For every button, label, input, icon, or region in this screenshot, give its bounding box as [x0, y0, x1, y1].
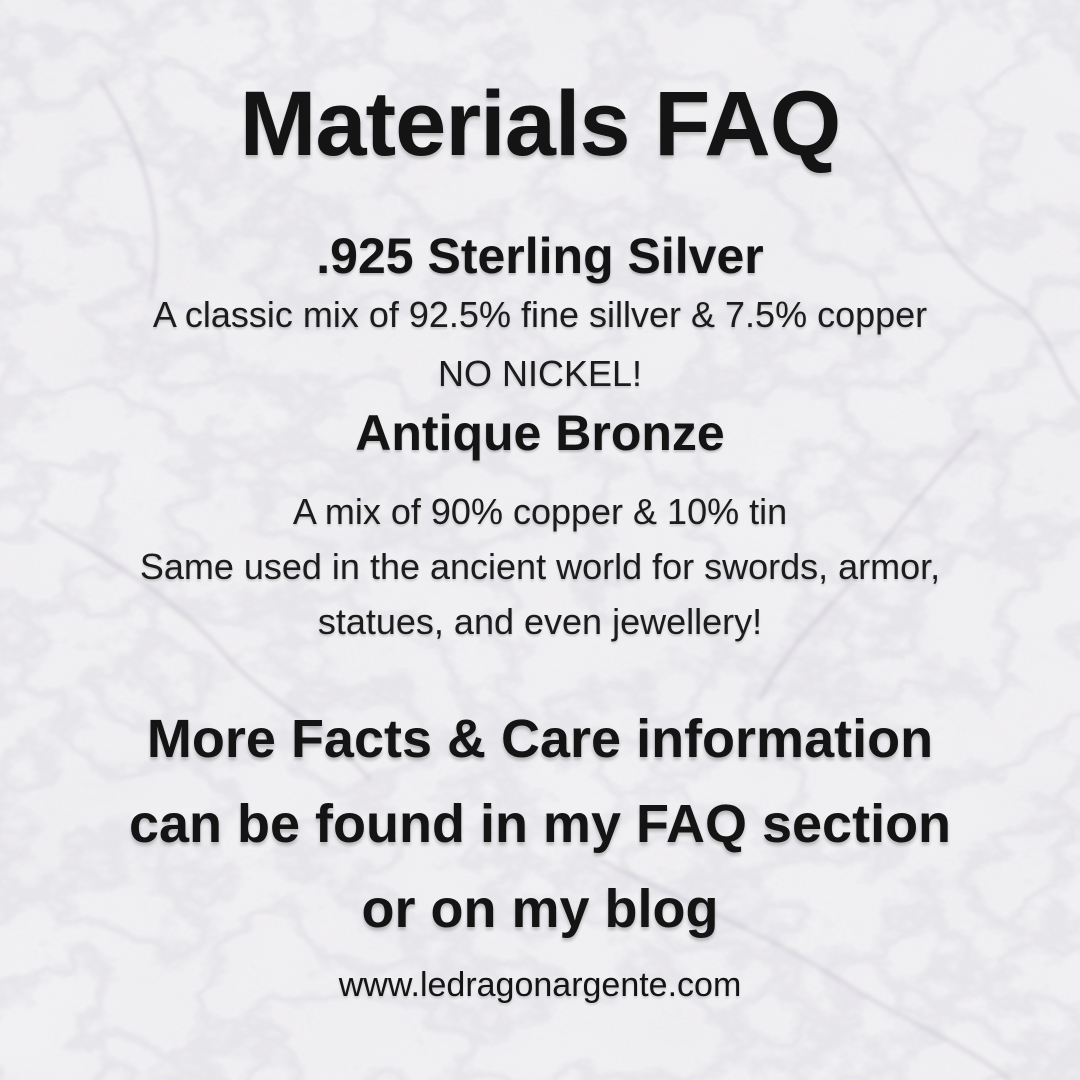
- no-nickel-note: NO NICKEL!: [437, 353, 643, 394]
- sterling-silver-composition: A classic mix of 92.5% fine sillver & 7.5% copper: [152, 294, 928, 335]
- bronze-history-line-2: statues, and even jewellery!: [317, 601, 763, 642]
- footer-info-line-2: can be found in my FAQ section: [128, 794, 952, 854]
- bronze-history-line-1: Same used in the ancient world for swords, armor,: [139, 546, 941, 587]
- footer-info-line-3: or on my blog: [361, 879, 719, 939]
- antique-bronze-heading: Antique Bronze: [355, 405, 725, 461]
- footer-info-line-1: More Facts & Care information: [146, 709, 934, 769]
- website-url: www.ledragonargente.com: [338, 966, 742, 1004]
- bronze-composition: A mix of 90% copper & 10% tin: [292, 491, 788, 532]
- sterling-silver-heading: .925 Sterling Silver: [316, 228, 764, 284]
- page-title: Materials FAQ: [239, 73, 841, 175]
